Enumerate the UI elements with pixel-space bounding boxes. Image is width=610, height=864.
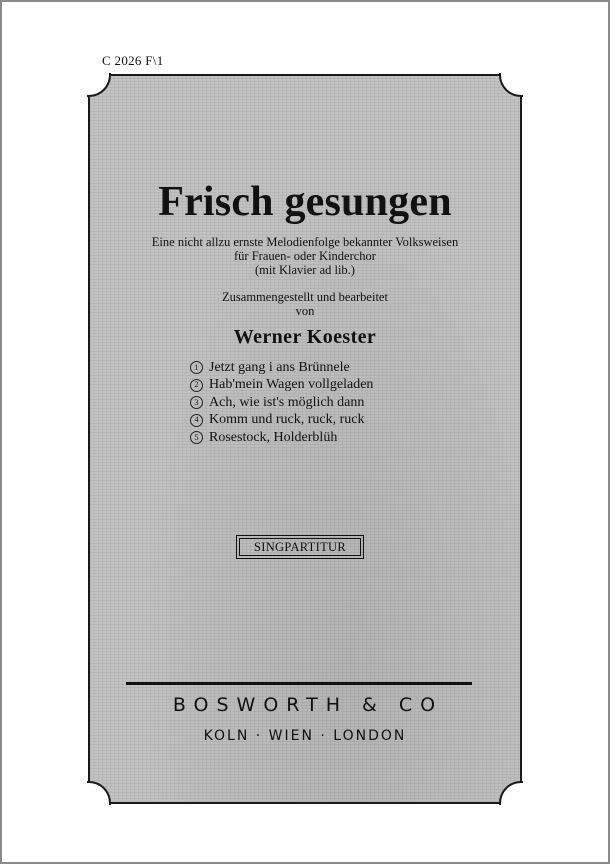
subtitle-line: Eine nicht allzu ernste Melodienfolge bekannter Volksweisen — [151, 235, 459, 249]
publisher-name: BOSWORTH & CO — [172, 694, 444, 716]
publisher-cities: KOLN · WIEN · LONDON — [203, 728, 407, 744]
compiled-by — [90, 290, 520, 318]
list-item — [190, 359, 373, 377]
subtitle-line: (mit Klavier ad lib.) — [255, 263, 355, 277]
composer-name: Werner Koester — [233, 326, 377, 348]
edition-badge — [236, 535, 364, 559]
song-title: Rosestock, Holderblüh — [209, 429, 338, 445]
song-number: 3 — [190, 396, 203, 409]
compiled-by-line: Zusammengestellt und bearbeitet — [222, 290, 388, 304]
song-number: 1 — [190, 361, 203, 374]
song-list — [190, 359, 373, 447]
cover-title: Frisch gesungen — [158, 179, 452, 225]
panel-corner-notch — [499, 73, 523, 97]
song-title: Komm und ruck, ruck, ruck — [209, 412, 365, 428]
song-title: Ach, wie ist's möglich dann — [209, 394, 365, 410]
list-item — [190, 377, 373, 395]
panel-corner-notch — [499, 781, 523, 805]
divider — [126, 682, 472, 685]
compiled-by-line: von — [295, 304, 315, 318]
catalog-number: C 2026 F\1 — [102, 53, 164, 68]
list-item — [190, 394, 373, 412]
panel-corner-notch — [87, 73, 111, 97]
panel-corner-notch — [87, 781, 111, 805]
cover-panel — [88, 74, 522, 804]
song-number: 5 — [190, 431, 203, 444]
cover-subtitle — [90, 235, 520, 277]
list-item — [190, 412, 373, 430]
song-number: 2 — [190, 379, 203, 392]
edition-label: SINGPARTITUR — [239, 538, 361, 556]
subtitle-line: für Frauen- oder Kinderchor — [234, 249, 376, 263]
song-title: Hab'mein Wagen vollgeladen — [209, 377, 374, 393]
song-number: 4 — [190, 414, 203, 427]
song-title: Jetzt gang i ans Brünnele — [209, 359, 350, 375]
list-item — [190, 429, 373, 447]
